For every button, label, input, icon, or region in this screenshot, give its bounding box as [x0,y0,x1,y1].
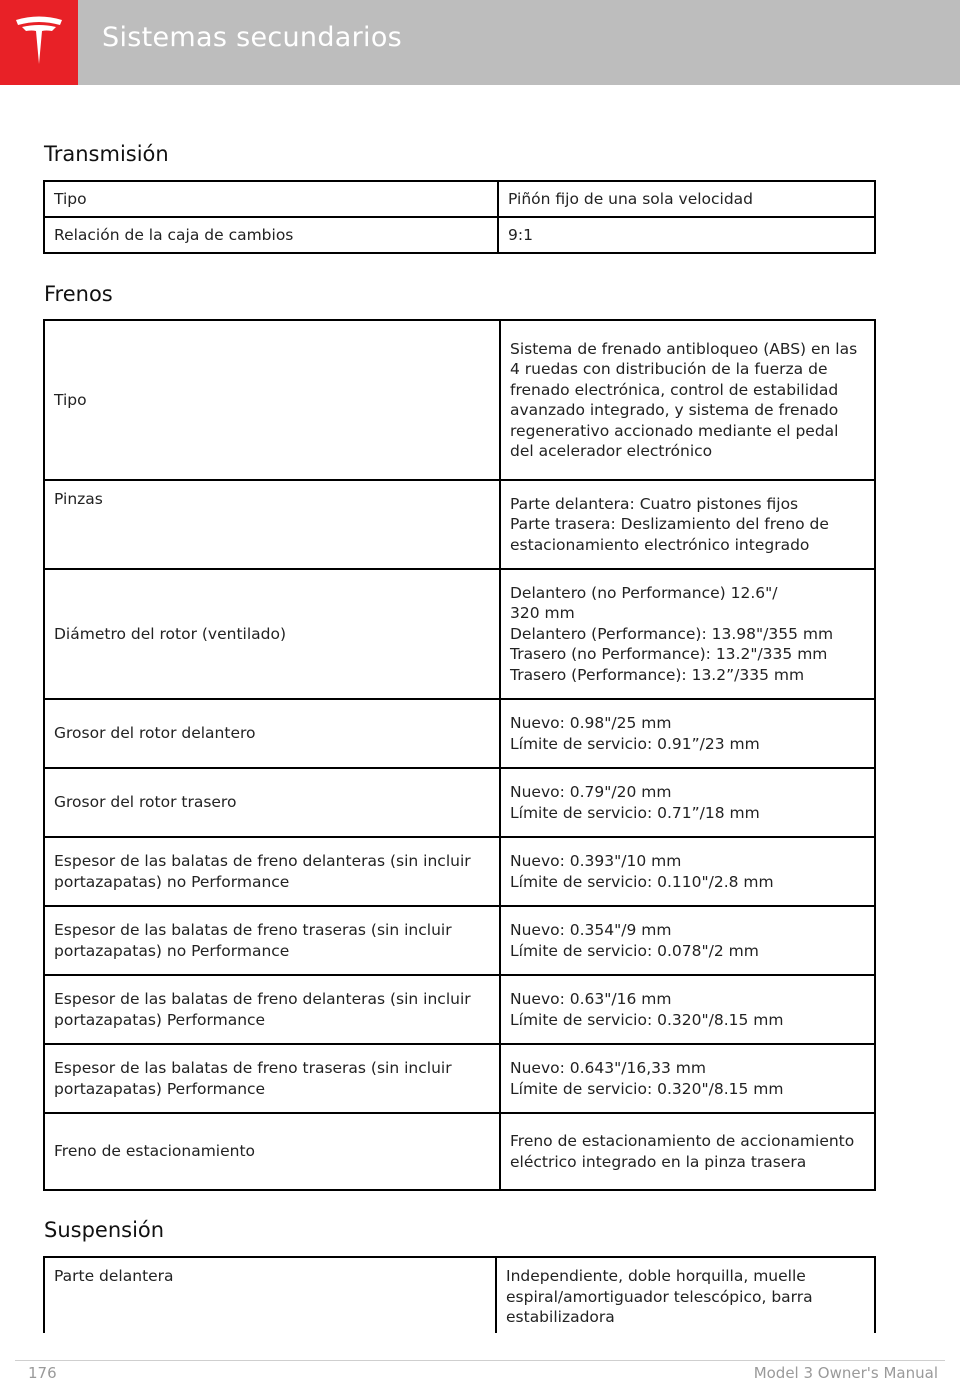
spec-value: Nuevo: 0.354"/9 mm Límite de servicio: 0.078"/2 mm [500,906,875,975]
spec-value: Nuevo: 0.643"/16,33 mm Límite de servicio: 0.320"/8.15 mm [500,1044,875,1113]
spec-label: Pinzas [44,480,500,569]
page-title: Sistemas secundarios [102,22,403,53]
spec-value: Delantero (no Performance) 12.6"/ 320 mm Delantero (Performance): 13.98"/355 mm Trasero (no Performance): 13.2"/335 mm Trasero (Performance): 13.2”/335 mm [500,569,875,699]
spec-label: Tipo [44,181,498,217]
spec-label: Parte delantera [44,1257,496,1347]
spec-value: Freno de estacionamiento de accionamiento eléctrico integrado en la pinza trasera [500,1113,875,1190]
manual-name: Model 3 Owner's Manual [753,1364,938,1382]
spec-label: Relación de la caja de cambios [44,217,498,253]
spec-value: Parte delantera: Cuatro pistones fijos Parte trasera: Deslizamiento del freno de estacionamiento electrónico integrado [500,480,875,569]
spec-value: Piñón fijo de una sola velocidad [498,181,875,217]
table-row [44,699,875,768]
spec-value: Nuevo: 0.79"/20 mm Límite de servicio: 0.71”/18 mm [500,768,875,837]
spec-label: Espesor de las balatas de freno delanteras (sin incluir portazapatas) Performance [44,975,500,1044]
table-row [44,217,875,253]
page-number: 176 [28,1364,57,1382]
spec-label: Diámetro del rotor (ventilado) [44,569,500,699]
spec-value: Independiente, doble horquilla, muelle espiral/amortiguador telescópico, barra estabilizadora [496,1257,875,1347]
spec-value: Nuevo: 0.393"/10 mm Límite de servicio: 0.110"/2.8 mm [500,837,875,906]
spec-value: Nuevo: 0.98"/25 mm Límite de servicio: 0.91”/23 mm [500,699,875,768]
spec-label: Tipo [44,320,500,480]
spec-label: Freno de estacionamiento [44,1113,500,1190]
page-header [0,0,960,85]
spec-label: Espesor de las balatas de freno delanteras (sin incluir portazapatas) no Performance [44,837,500,906]
spec-value: Nuevo: 0.63"/16 mm Límite de servicio: 0.320"/8.15 mm [500,975,875,1044]
table-row [44,837,875,906]
spec-label: Grosor del rotor delantero [44,699,500,768]
table-row [44,768,875,837]
table-row [44,480,875,569]
footer-divider [15,1360,945,1361]
table-row [44,569,875,699]
table-row [44,181,875,217]
spec-value: Sistema de frenado antibloqueo (ABS) en las 4 ruedas con distribución de la fuerza de frenado electrónica, control de estabilidad avanzado integrado, y sistema de frenado regenerativo accionado mediante el pedal del acelerador electrónico [500,320,875,480]
section-title-brakes: Frenos [44,282,113,306]
tesla-logo-icon [12,14,66,70]
section-title-suspension: Suspensión [44,1218,165,1242]
table-row [44,320,875,480]
table-row [44,975,875,1044]
tesla-logo [0,0,78,85]
table-row [44,1113,875,1190]
table-row [44,906,875,975]
transmission-table [43,180,876,254]
section-title-transmission: Transmisión [44,142,169,166]
table-row [44,1044,875,1113]
spec-label: Espesor de las balatas de freno traseras (sin incluir portazapatas) Performance [44,1044,500,1113]
spec-label: Grosor del rotor trasero [44,768,500,837]
brakes-table [43,319,876,1191]
spec-value: 9:1 [498,217,875,253]
spec-label: Espesor de las balatas de freno traseras (sin incluir portazapatas) no Performance [44,906,500,975]
